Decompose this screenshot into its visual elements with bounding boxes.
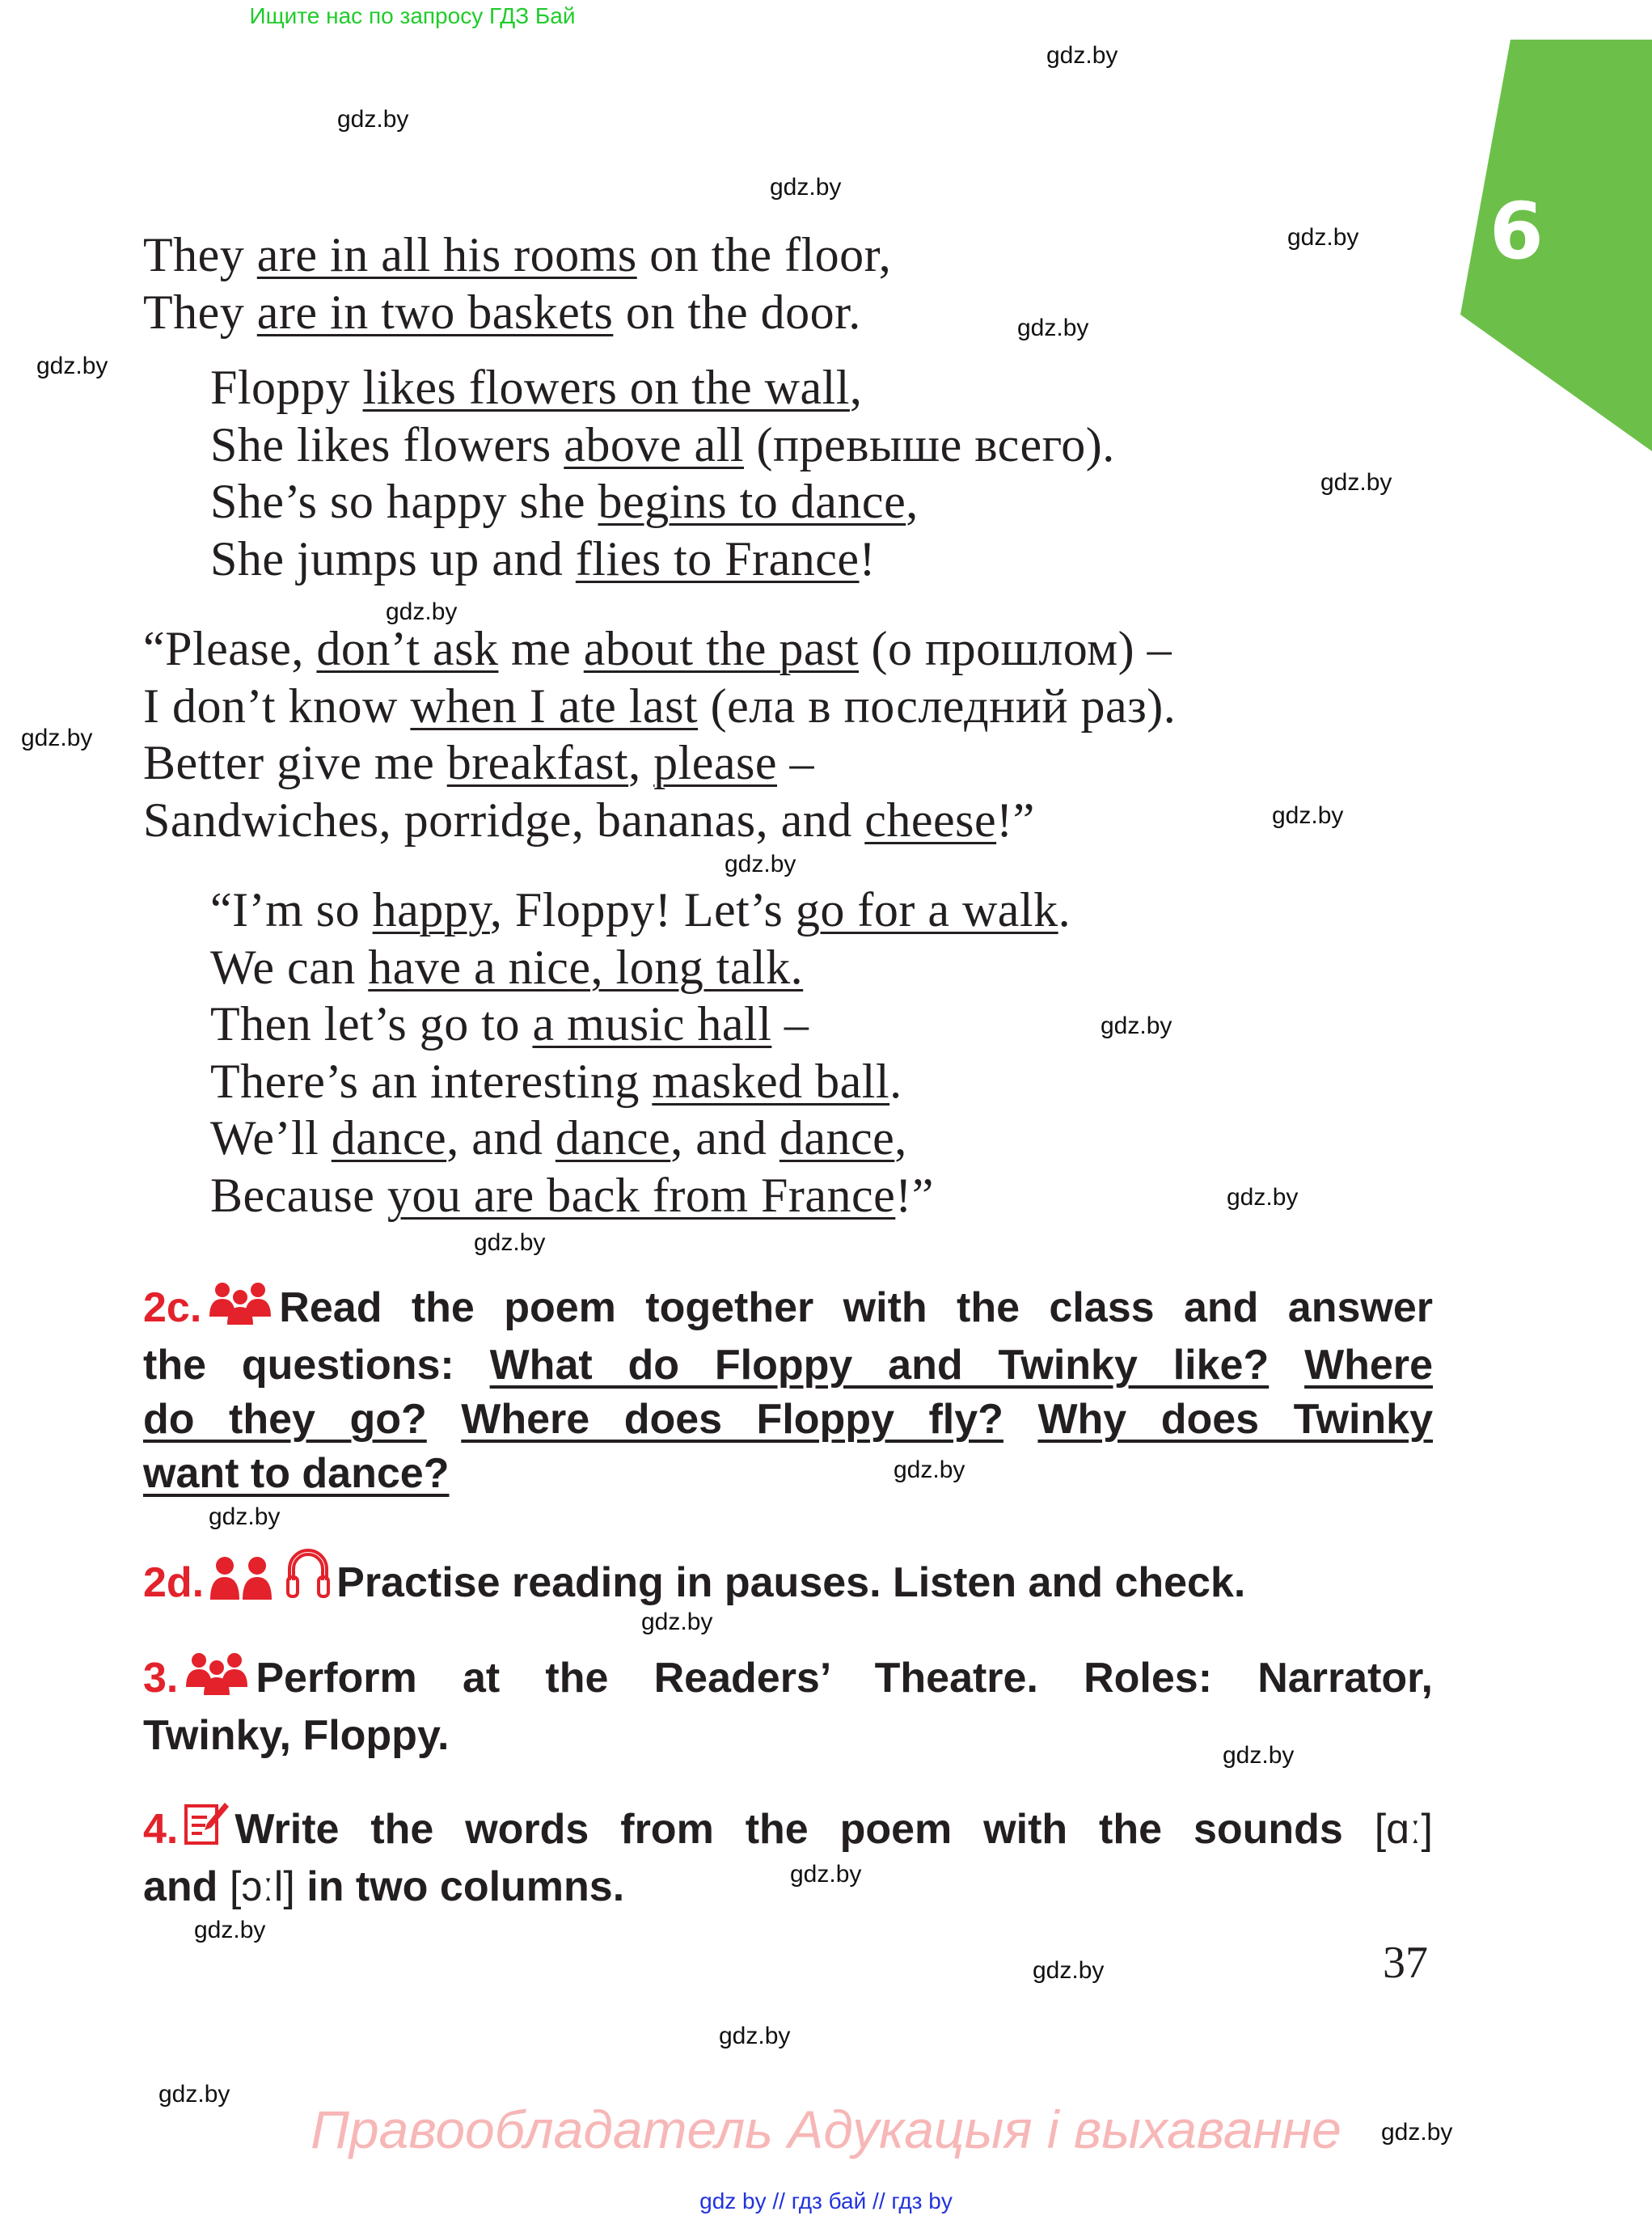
watermark: gdz.by <box>770 174 842 201</box>
text-segment <box>427 1396 462 1443</box>
stanza-2 <box>210 359 1115 587</box>
text-segment: “I’m so <box>210 883 373 937</box>
text-segment: – <box>777 736 814 789</box>
text-segment: , <box>894 1111 907 1165</box>
poem-line <box>210 1167 1071 1224</box>
copyright-notice: Правообладатель Адукацыя і выхаванне <box>311 2099 1341 2159</box>
watermark: gdz.by <box>1272 802 1344 829</box>
watermark: gdz.by <box>1381 2119 1453 2146</box>
text-segment: (ела в последний раз). <box>698 679 1177 733</box>
text-segment: , Floppy! Let’s <box>489 883 796 937</box>
watermark: gdz.by <box>725 851 796 877</box>
text-segment: . <box>889 1054 902 1108</box>
search-banner[interactable]: Ищите нас по запросу ГДЗ Бай <box>249 3 576 28</box>
exercise-line <box>143 1279 1433 1338</box>
exercise-line <box>143 1799 1433 1860</box>
exercise-line <box>143 1709 1433 1763</box>
text-segment: We can <box>210 940 369 994</box>
underlined-phrase: you are back from France <box>387 1168 896 1222</box>
text-segment: and <box>143 1863 230 1910</box>
watermark: gdz.by <box>1320 469 1392 496</box>
underlined-phrase: happy <box>372 883 490 937</box>
exercise-line <box>143 1546 1433 1613</box>
text-segment: (о прошлом) – <box>859 622 1172 675</box>
watermark: gdz.by <box>719 2023 791 2049</box>
text-segment: in two columns. <box>294 1863 625 1910</box>
underlined-phrase: above all <box>564 417 744 471</box>
poem-line <box>143 284 891 341</box>
poem-line <box>210 939 1071 996</box>
exercise-2d <box>143 1546 1433 1613</box>
watermark: gdz.by <box>1033 1957 1105 1984</box>
text-segment: , and <box>446 1111 556 1165</box>
underlined-phrase: have a nice, long talk. <box>368 940 804 994</box>
text-segment: She’s so happy she <box>210 475 598 528</box>
phonetic-symbol: [ɑː] <box>1374 1806 1433 1853</box>
exercise-line <box>143 1393 1433 1447</box>
underlined-phrase: Where does Floppy fly? <box>461 1396 1003 1443</box>
exercise-number: 2c. <box>143 1284 202 1331</box>
text-segment: the questions: <box>143 1342 490 1389</box>
watermark: gdz.by <box>474 1229 546 1256</box>
underlined-phrase: begins to dance <box>598 475 906 528</box>
pair-icon <box>209 1554 275 1613</box>
exercise-4 <box>143 1799 1433 1914</box>
underlined-phrase: masked ball <box>652 1054 890 1108</box>
underlined-phrase: a music hall <box>532 997 772 1051</box>
text-segment: , <box>906 475 919 528</box>
underlined-phrase: are in all his rooms <box>256 228 637 281</box>
poem-line <box>210 531 1115 588</box>
text-segment: Better give me <box>143 736 447 789</box>
text-segment: , and <box>670 1111 780 1165</box>
underlined-phrase: What do Floppy and Twinky like? <box>489 1342 1270 1389</box>
phonetic-symbol: [ɔːl] <box>229 1863 295 1910</box>
watermark: gdz.by <box>1227 1184 1299 1211</box>
watermark: gdz.by <box>36 353 108 379</box>
underlined-phrase: dance <box>779 1111 895 1165</box>
watermark: gdz.by <box>209 1503 281 1530</box>
underlined-phrase: don’t ask <box>316 622 499 675</box>
text-segment: Write the words from the poem with the sounds <box>234 1806 1375 1853</box>
watermark: gdz.by <box>641 1609 713 1635</box>
poem-line <box>210 359 1115 416</box>
text-segment: on the door. <box>613 285 861 339</box>
exercise-line <box>143 1447 1433 1501</box>
text-segment: (превыше всего). <box>744 417 1115 471</box>
text-segment <box>1269 1342 1304 1389</box>
page-number: 37 <box>1383 1938 1428 1988</box>
text-segment: “Please, <box>143 622 317 675</box>
text-segment: on the floor, <box>636 228 892 281</box>
text-segment: !” <box>996 793 1035 847</box>
unit-number: 6 <box>1489 186 1544 277</box>
text-segment: !” <box>895 1168 934 1222</box>
exercise-2c <box>143 1279 1433 1501</box>
text-segment: Perform at the Readers’ Theatre. Roles: Narrator, <box>256 1655 1433 1702</box>
poem-line <box>210 996 1071 1053</box>
text-segment: Sandwiches, porridge, bananas, and <box>143 793 865 847</box>
poem-line <box>210 882 1071 939</box>
poem-line <box>143 734 1176 792</box>
poem-line <box>210 416 1115 474</box>
exercise-3 <box>143 1650 1433 1763</box>
poem-line <box>143 792 1176 849</box>
watermark: gdz.by <box>1046 42 1118 69</box>
footer-links[interactable]: gdz by // гдз бай // гдз by <box>699 2188 953 2213</box>
watermark: gdz.by <box>1101 1013 1172 1039</box>
exercise-line <box>143 1338 1433 1393</box>
poem-line <box>210 1053 1071 1110</box>
text-segment: me <box>498 622 584 675</box>
exercise-number: 3. <box>143 1655 179 1702</box>
text-segment: Floppy <box>210 361 363 414</box>
watermark: gdz.by <box>1223 1742 1295 1769</box>
underlined-phrase: are in two baskets <box>256 285 614 339</box>
exercise-line <box>143 1650 1433 1709</box>
text-segment: I don’t know <box>143 679 411 733</box>
text-segment: Read the poem together with the class and answer <box>279 1284 1433 1331</box>
text-segment: She jumps up and <box>210 531 576 586</box>
underlined-phrase: about the past <box>583 622 860 675</box>
watermark: gdz.by <box>790 1861 862 1888</box>
watermark: gdz.by <box>158 2081 230 2108</box>
write-notebook-icon <box>183 1799 230 1860</box>
underlined-phrase: breakfast <box>446 736 629 789</box>
watermark: gdz.by <box>21 725 93 751</box>
exercise-line <box>143 1860 1433 1914</box>
headphones-icon <box>285 1546 332 1613</box>
text-segment: They <box>143 285 257 339</box>
underlined-phrase: flies to France <box>575 531 860 586</box>
text-segment: . <box>1058 883 1071 937</box>
poem-line <box>210 1110 1071 1167</box>
underlined-phrase: Why does Twinky <box>1037 1396 1433 1443</box>
stanza-4 <box>210 882 1071 1224</box>
underlined-phrase: do they go? <box>143 1396 427 1443</box>
text-segment: There’s an interesting <box>210 1054 653 1108</box>
text-segment: ! <box>859 531 877 586</box>
text-segment: Because <box>210 1168 387 1222</box>
underlined-phrase: want to dance? <box>143 1450 450 1497</box>
watermark: gdz.by <box>894 1457 965 1483</box>
underlined-phrase: dance <box>555 1111 671 1165</box>
stanza-3 <box>143 620 1176 848</box>
watermark: gdz.by <box>386 598 458 625</box>
underlined-phrase: likes flowers on the wall <box>362 361 850 414</box>
watermark: gdz.by <box>1287 224 1359 251</box>
poem-line <box>143 226 891 284</box>
text-segment: Then let’s go to <box>210 997 533 1051</box>
text-segment: Twinky, Floppy. <box>143 1712 450 1759</box>
underlined-phrase: dance <box>331 1111 447 1165</box>
underlined-phrase: please <box>653 736 777 789</box>
text-segment: We’ll <box>210 1111 332 1165</box>
text-segment: , <box>628 736 654 789</box>
text-segment: She likes flowers <box>210 417 564 471</box>
poem-line <box>143 620 1176 678</box>
underlined-phrase: Where <box>1304 1342 1433 1389</box>
text-segment: – <box>771 997 809 1051</box>
text-segment: Practise reading in pauses. Listen and check. <box>336 1559 1246 1606</box>
poem-line <box>143 678 1176 735</box>
underlined-phrase: go for a walk <box>795 883 1058 937</box>
group-icon <box>183 1650 251 1709</box>
exercise-number: 2d. <box>143 1559 205 1606</box>
text-segment <box>1003 1396 1038 1443</box>
underlined-phrase: cheese <box>864 793 997 847</box>
exercise-number: 4. <box>143 1806 179 1853</box>
watermark: gdz.by <box>337 106 409 133</box>
group-icon <box>206 1279 274 1338</box>
watermark: gdz.by <box>1017 315 1089 341</box>
text-segment: , <box>849 361 863 414</box>
stanza-1 <box>143 226 891 340</box>
text-segment: They <box>143 228 257 281</box>
underlined-phrase: when I ate last <box>410 679 699 733</box>
poem-line <box>210 473 1115 531</box>
watermark: gdz.by <box>194 1917 266 1943</box>
